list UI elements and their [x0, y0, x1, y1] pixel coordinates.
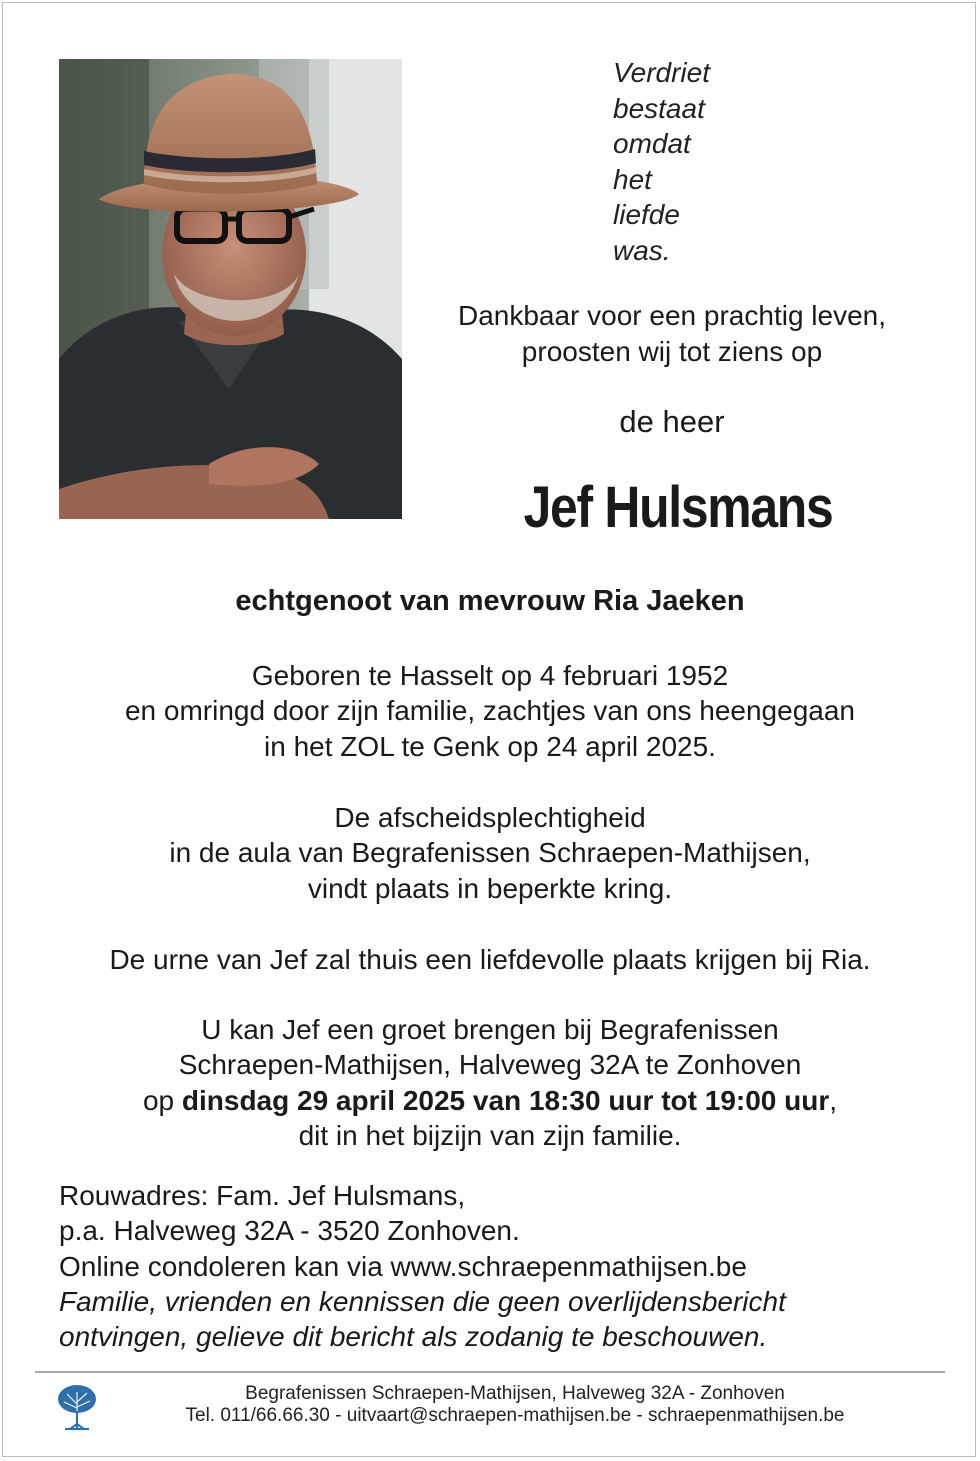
text-line: in de aula van Begrafenissen Schraepen-Mathijsen, [169, 837, 811, 869]
visit-date: dinsdag 29 april 2025 van 18:30 uur tot 19:00 uur [181, 1084, 830, 1116]
notice-line: Familie, vrienden en kennissen die geen overlijdensbericht [59, 1285, 786, 1317]
text-line: dit in het bijzijn van zijn familie. [298, 1119, 682, 1151]
visit-date-line [0, 1083, 980, 1118]
condolence-link[interactable]: Online condoleren kan via www.schraepenmathijsen.be [59, 1250, 747, 1282]
birth-death-block [0, 658, 980, 764]
thanks-line: Dankbaar voor een prachtig leven, [457, 300, 887, 331]
text-line: De urne van Jef zal thuis een liefdevolle plaats krijgen bij Ria. [109, 944, 871, 975]
text-line: in het ZOL te Genk op 24 april 2025. [264, 730, 716, 762]
address-block [59, 1178, 786, 1354]
poem-line: bestaat [613, 92, 705, 124]
poem-line: omdat [613, 128, 691, 159]
footer-contact[interactable]: Tel. 011/66.66.30 - uitvaart@schraepen-mathijsen.be - schraepenmathijsen.be [185, 1405, 845, 1426]
visit-block [0, 1012, 980, 1153]
divider [35, 1371, 945, 1373]
poem-line: Verdriet [613, 57, 711, 88]
spouse-line: echtgenoot van mevrouw Ria Jaeken [235, 585, 745, 617]
text-prefix: op [142, 1084, 182, 1116]
text-line: De afscheidsplechtigheid [334, 802, 646, 833]
text-line: U kan Jef een groet brengen bij Begrafenissen [201, 1014, 779, 1045]
text-line: Geboren te Hasselt op 4 februari 1952 [251, 660, 729, 691]
funeral-home-footer [105, 1383, 925, 1427]
poem-line: was. [613, 234, 671, 266]
deceased-name: Jef Hulsmans [523, 475, 833, 540]
ceremony-block [0, 800, 980, 906]
poem-line: het [613, 163, 652, 195]
text-suffix: , [829, 1084, 838, 1116]
thanks-line: proosten wij tot ziens op [521, 335, 823, 367]
tree-icon [56, 1384, 98, 1432]
mourning-address: Rouwadres: Fam. Jef Hulsmans, [59, 1180, 466, 1211]
poem-line: liefde [613, 199, 680, 230]
notice-line: ontvingen, gelieve dit bericht als zodanig te beschouwen. [59, 1321, 768, 1353]
footer-line: Begrafenissen Schraepen-Mathijsen, Halveweg 32A - Zonhoven [245, 1383, 785, 1404]
text-line: vindt plaats in beperkte kring. [307, 872, 673, 904]
thanks-text [402, 298, 942, 369]
urn-block [0, 942, 980, 977]
text-line: Schraepen-Mathijsen, Halveweg 32A te Zonhoven [178, 1049, 802, 1081]
address-line: p.a. Halveweg 32A - 3520 Zonhoven. [59, 1215, 520, 1247]
salutation: de heer [619, 404, 725, 439]
portrait-photo [59, 59, 402, 519]
text-line: en omringd door zijn familie, zachtjes van ons heengegaan [124, 695, 855, 727]
poem [613, 55, 710, 268]
